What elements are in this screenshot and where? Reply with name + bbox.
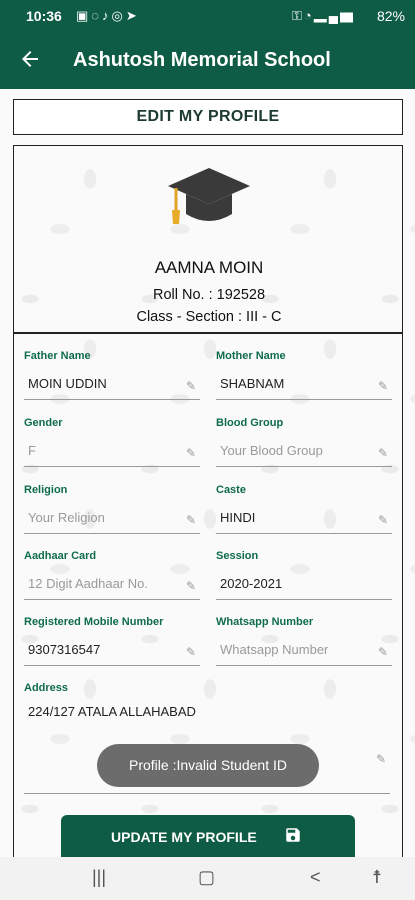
- divider: [14, 332, 402, 334]
- session-field: [216, 550, 392, 600]
- caste-label: Caste: [216, 484, 246, 496]
- mobile-label: Registered Mobile Number: [24, 616, 164, 628]
- page-title: EDIT MY PROFILE: [136, 108, 280, 125]
- sim-icon: ▣: [76, 8, 92, 23]
- pencil-icon: ✎: [377, 446, 388, 460]
- roll-number: Roll No. : 192528: [152, 287, 266, 303]
- whatsapp-input[interactable]: Whatsapp Number ✎: [216, 640, 392, 666]
- blood-group-label: Blood Group: [216, 417, 284, 429]
- back-arrow-icon[interactable]: [18, 47, 42, 71]
- gender-field: [24, 417, 200, 467]
- system-nav-bar: [0, 857, 415, 900]
- blood-group-field: [216, 417, 392, 467]
- session-label: Session: [216, 550, 259, 562]
- pencil-icon: ✎: [185, 513, 196, 527]
- blood-group-input[interactable]: Your Blood Group ✎: [216, 441, 392, 467]
- caste-input[interactable]: HINDI ✎: [216, 508, 392, 534]
- profile-content[interactable]: [0, 89, 415, 857]
- aadhaar-field: [24, 550, 200, 600]
- signal-icon: ▂▄▆: [313, 8, 355, 23]
- home-icon[interactable]: ▢: [198, 867, 216, 887]
- telegram-icon: ➤: [125, 8, 140, 23]
- location-icon: ◎: [111, 8, 126, 23]
- recent-apps-icon[interactable]: |||: [92, 867, 107, 887]
- pencil-icon: ✎: [377, 379, 388, 393]
- app-bar: [0, 33, 415, 89]
- back-nav-icon[interactable]: <: [310, 867, 321, 887]
- pencil-icon: ✎: [377, 645, 388, 659]
- aadhaar-input[interactable]: 12 Digit Aadhaar No. ✎: [24, 574, 200, 600]
- father-name-input[interactable]: MOIN UDDIN ✎: [24, 374, 200, 400]
- accessibility-icon[interactable]: ☨: [372, 867, 382, 887]
- pencil-icon: ✎: [375, 752, 386, 766]
- aadhaar-label: Aadhaar Card: [24, 550, 97, 562]
- edit-profile-header: [13, 99, 403, 135]
- mother-name-input[interactable]: SHABNAM ✎: [216, 374, 392, 400]
- key-icon: ⚿: [292, 8, 304, 23]
- save-icon: [284, 826, 302, 844]
- student-name: AAMNA MOIN: [154, 258, 264, 277]
- pencil-icon: ✎: [185, 579, 196, 593]
- battery-level: 82%: [376, 8, 405, 24]
- class-section: Class - Section : III - C: [136, 309, 282, 325]
- father-name-label: Father Name: [24, 350, 91, 362]
- address-input[interactable]: 224/127 ATALA ALLAHABAD ✎: [24, 704, 390, 794]
- religion-field: [24, 484, 200, 534]
- gender-label: Gender: [24, 417, 63, 429]
- father-name-field: [24, 350, 200, 400]
- mobile-field: [24, 616, 200, 666]
- status-time: 10:36: [26, 8, 62, 24]
- chat-icon: ◌: [91, 8, 103, 23]
- status-left-icons: [76, 8, 140, 24]
- whatsapp-field: [216, 616, 392, 666]
- mobile-input[interactable]: 9307316547 ✎: [24, 640, 200, 666]
- status-bar: [0, 0, 415, 33]
- mother-name-label: Mother Name: [216, 350, 286, 362]
- session-input[interactable]: 2020-2021: [216, 574, 392, 600]
- update-profile-label: UPDATE MY PROFILE: [111, 829, 257, 845]
- mother-name-field: [216, 350, 392, 400]
- caste-field: [216, 484, 392, 534]
- whatsapp-label: Whatsapp Number: [216, 616, 314, 628]
- status-right-icons: [292, 8, 355, 24]
- religion-input[interactable]: Your Religion ✎: [24, 508, 200, 534]
- religion-label: Religion: [24, 484, 68, 496]
- pencil-icon: ✎: [185, 446, 196, 460]
- pencil-icon: ✎: [185, 379, 196, 393]
- app-title: Ashutosh Memorial School: [73, 49, 331, 71]
- graduation-cap-icon: [166, 166, 252, 236]
- mute-icon: ♪: [102, 8, 112, 23]
- wifi-icon: ◔: [303, 8, 314, 23]
- gender-input[interactable]: F ✎: [24, 441, 200, 467]
- address-label: Address: [24, 682, 69, 694]
- pencil-icon: ✎: [185, 645, 196, 659]
- toast-message: Profile :Invalid Student ID: [97, 744, 319, 787]
- pencil-icon: ✎: [377, 513, 388, 527]
